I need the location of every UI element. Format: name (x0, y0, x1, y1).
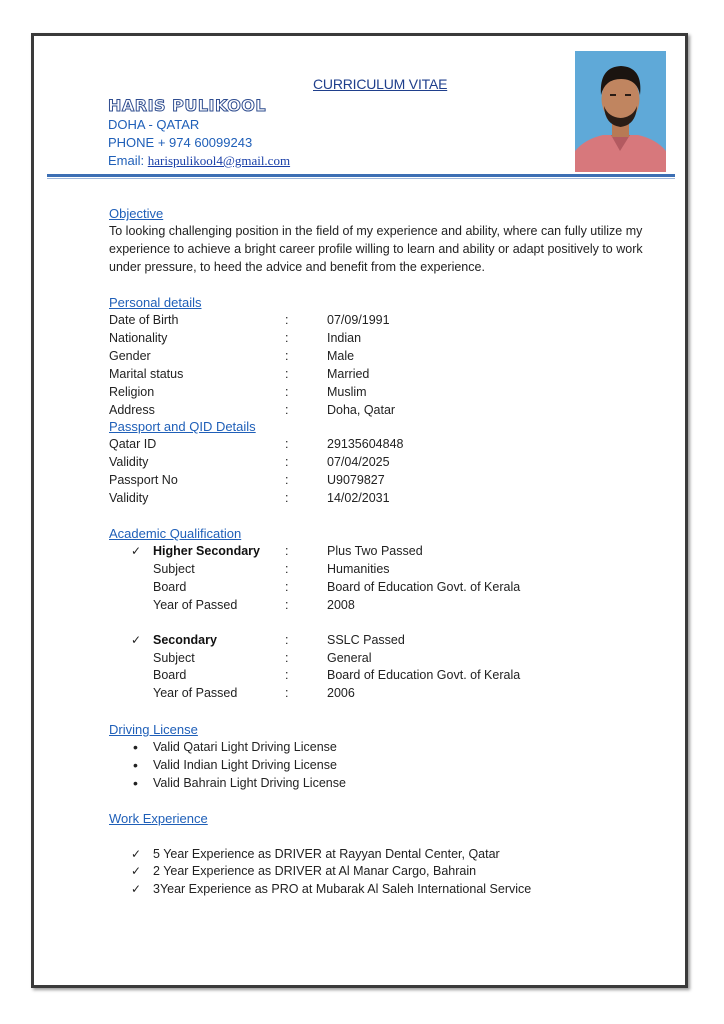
group-title: Higher Secondary (153, 544, 260, 558)
row-value: General (327, 651, 372, 665)
row-separator: : (285, 403, 289, 417)
row-separator: : (285, 473, 289, 487)
row-label: Validity (109, 455, 149, 469)
row-value: Married (327, 367, 370, 381)
work-experience-heading: Work Experience (109, 811, 208, 826)
bullet-icon: • (133, 739, 138, 755)
list-item-text: Valid Indian Light Driving License (153, 758, 337, 772)
row-value: Male (327, 349, 355, 363)
row-separator: : (285, 385, 289, 399)
row-value: 07/04/2025 (327, 455, 390, 469)
row-value: SSLC Passed (327, 633, 405, 647)
list-item (131, 864, 477, 878)
row-label: Board (153, 668, 187, 682)
header-divider (47, 174, 675, 177)
row-label: Subject (153, 562, 195, 576)
profile-photo (575, 51, 666, 172)
bullet-icon: • (133, 775, 138, 791)
row-value: 07/09/1991 (327, 313, 390, 327)
academic-heading: Academic Qualification (109, 526, 242, 541)
row-value: 29135604848 (327, 437, 404, 451)
bullet-icon: • (133, 757, 138, 773)
row-value: U9079827 (327, 473, 385, 487)
email-line (108, 153, 290, 169)
personal-details-heading: Personal details (109, 295, 202, 310)
row-separator: : (285, 562, 289, 576)
list-item (133, 775, 346, 791)
row-separator: : (285, 349, 289, 363)
row-value: Plus Two Passed (327, 544, 423, 558)
row-value: 14/02/2031 (327, 491, 390, 505)
row-label: Subject (153, 651, 195, 665)
list-item (133, 757, 337, 773)
row-value: Indian (327, 331, 362, 345)
row-value: Board of Education Govt. of Kerala (327, 580, 521, 594)
email-label: Email: (108, 153, 145, 168)
row-label: Year of Passed (153, 686, 238, 700)
row-label: Date of Birth (109, 313, 179, 327)
checkmark-icon: ✓ (131, 633, 142, 647)
row-label: Year of Passed (153, 598, 238, 612)
row-label: Marital status (109, 367, 184, 381)
passport-heading: Passport and QID Details (109, 419, 256, 434)
row-separator: : (285, 313, 289, 327)
row-label: Qatar ID (109, 437, 157, 451)
row-value: 2006 (327, 686, 355, 700)
row-separator: : (285, 651, 289, 665)
row-separator: : (285, 686, 289, 700)
list-item (133, 739, 337, 755)
row-label: Address (109, 403, 155, 417)
page-title: CURRICULUM VITAE (313, 76, 448, 92)
checkmark-icon: ✓ (131, 864, 142, 878)
row-label: Nationality (109, 331, 168, 345)
row-value: Humanities (327, 562, 390, 576)
row-value: 2008 (327, 598, 355, 612)
list-item-text: 5 Year Experience as DRIVER at Rayyan Dental Center, Qatar (153, 847, 500, 861)
row-separator: : (285, 668, 289, 682)
objective-text: To looking challenging position in the field of my experience and ability, where can fully utilize my experience to achieve a bright career profile willing to learn and ability or adapt positively to work under pressure, to heed the advice and benefit from the experience. (109, 224, 643, 274)
driving-license-heading: Driving License (109, 722, 198, 737)
row-label: Gender (109, 349, 151, 363)
phone: PHONE + 974 60099243 (108, 135, 253, 150)
row-value: Muslim (327, 385, 367, 399)
row-separator: : (285, 455, 289, 469)
list-item-text: Valid Bahrain Light Driving License (153, 776, 346, 790)
location: DOHA - QATAR (108, 117, 200, 132)
list-item-text: 2 Year Experience as DRIVER at Al Manar Cargo, Bahrain (153, 864, 477, 878)
checkmark-icon: ✓ (131, 847, 142, 861)
list-item (131, 847, 500, 861)
row-separator: : (285, 437, 289, 451)
row-label: Passport No (109, 473, 178, 487)
list-item (131, 882, 532, 896)
header-divider-thin (47, 178, 675, 179)
row-separator: : (285, 544, 289, 558)
checkmark-icon: ✓ (131, 882, 142, 896)
list-item-text: 3Year Experience as PRO at Mubarak Al Saleh International Service (153, 882, 532, 896)
row-separator: : (285, 367, 289, 381)
candidate-name: HARIS PULIKOOL (108, 96, 267, 115)
row-label: Board (153, 580, 187, 594)
objective-heading: Objective (109, 206, 164, 221)
row-separator: : (285, 633, 289, 647)
row-separator: : (285, 580, 289, 594)
row-label: Validity (109, 491, 149, 505)
row-value: Doha, Qatar (327, 403, 396, 417)
row-separator: : (285, 491, 289, 505)
email-link[interactable]: harispulikool4@gmail.com (147, 153, 291, 168)
row-label: Religion (109, 385, 155, 399)
row-separator: : (285, 331, 289, 345)
row-separator: : (285, 598, 289, 612)
group-title: Secondary (153, 633, 217, 647)
row-value: Board of Education Govt. of Kerala (327, 668, 521, 682)
list-item-text: Valid Qatari Light Driving License (153, 740, 337, 754)
checkmark-icon: ✓ (131, 544, 142, 558)
